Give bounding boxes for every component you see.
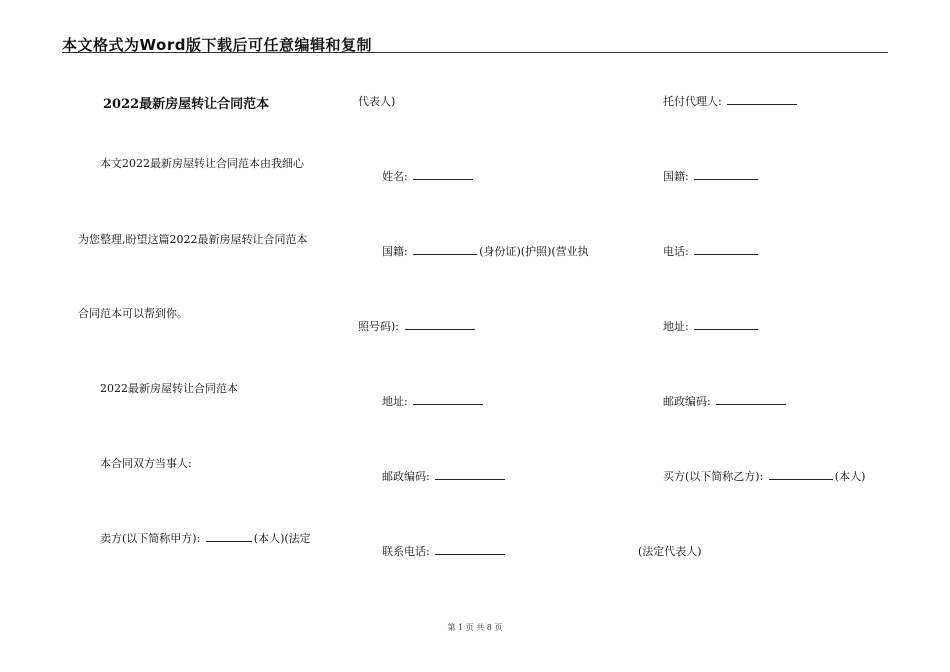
intro-line-1: 本文2022最新房屋转让合同范本由我细心 [100,157,304,170]
seller-address-line [382,393,485,409]
buyer-representative-line: (法定代表人) [638,545,702,558]
header-rule [62,52,888,53]
seller-type: (本人)(法定 [253,532,311,545]
postcode-label: 邮政编码: [382,470,430,483]
phone-label: 联系电话: [382,545,430,558]
seller-postcode-line [382,468,507,484]
representative-line: 代表人) [358,95,396,108]
buyer-name-blank [769,468,833,480]
name-label: 姓名: [382,170,408,183]
address-label: 地址: [382,395,408,408]
page-number: 第 1 页 共 8 页 [447,623,503,632]
agent-postcode-blank [716,393,786,405]
agent-address-label: 地址: [663,320,689,333]
parties-line: 本合同双方当事人: [100,457,192,470]
agent-phone-blank [694,243,758,255]
id-number-blank [405,318,475,330]
nationality-blank [413,243,477,255]
agent-postcode-label: 邮政编码: [663,395,711,408]
seller-phone-line [382,543,507,559]
id-type-text: (身份证)(护照)(营业执 [479,245,589,258]
agent-nationality-label: 国籍: [663,170,689,183]
agent-line [663,93,799,109]
intro-line-2: 为您整理,盼望这篇2022最新房屋转让合同范本 [78,233,308,246]
agent-phone-line [663,243,760,259]
seller-label: 卖方(以下简称甲方): [100,532,201,545]
intro-line-3: 合同范本可以帮到你。 [78,307,188,320]
postcode-blank [435,468,505,480]
id-number-line [358,318,477,334]
buyer-label: 买方(以下简称乙方): [663,470,764,483]
buyer-line [663,468,865,484]
name-blank [413,168,473,180]
seller-line [100,530,311,546]
seller-name-line [382,168,475,184]
agent-address-line [663,318,760,334]
agent-address-blank [694,318,758,330]
section-heading: 2022最新房屋转让合同范本 [100,382,238,395]
seller-name-blank [206,530,252,542]
agent-nationality-line [663,168,760,184]
agent-postcode-line [663,393,788,409]
seller-nationality-line [382,243,589,259]
document-title: 2022最新房屋转让合同范本 [103,97,270,112]
nationality-label: 国籍: [382,245,408,258]
agent-phone-label: 电话: [663,245,689,258]
address-blank [413,393,483,405]
agent-blank [727,93,797,105]
buyer-type: (本人) [834,470,866,483]
agent-label: 托付代理人: [663,95,722,108]
document-banner: 本文格式为Word版下载后可任意编辑和复制 [62,36,372,54]
phone-blank [435,543,505,555]
id-number-label: 照号码): [358,320,399,333]
agent-nationality-blank [694,168,758,180]
